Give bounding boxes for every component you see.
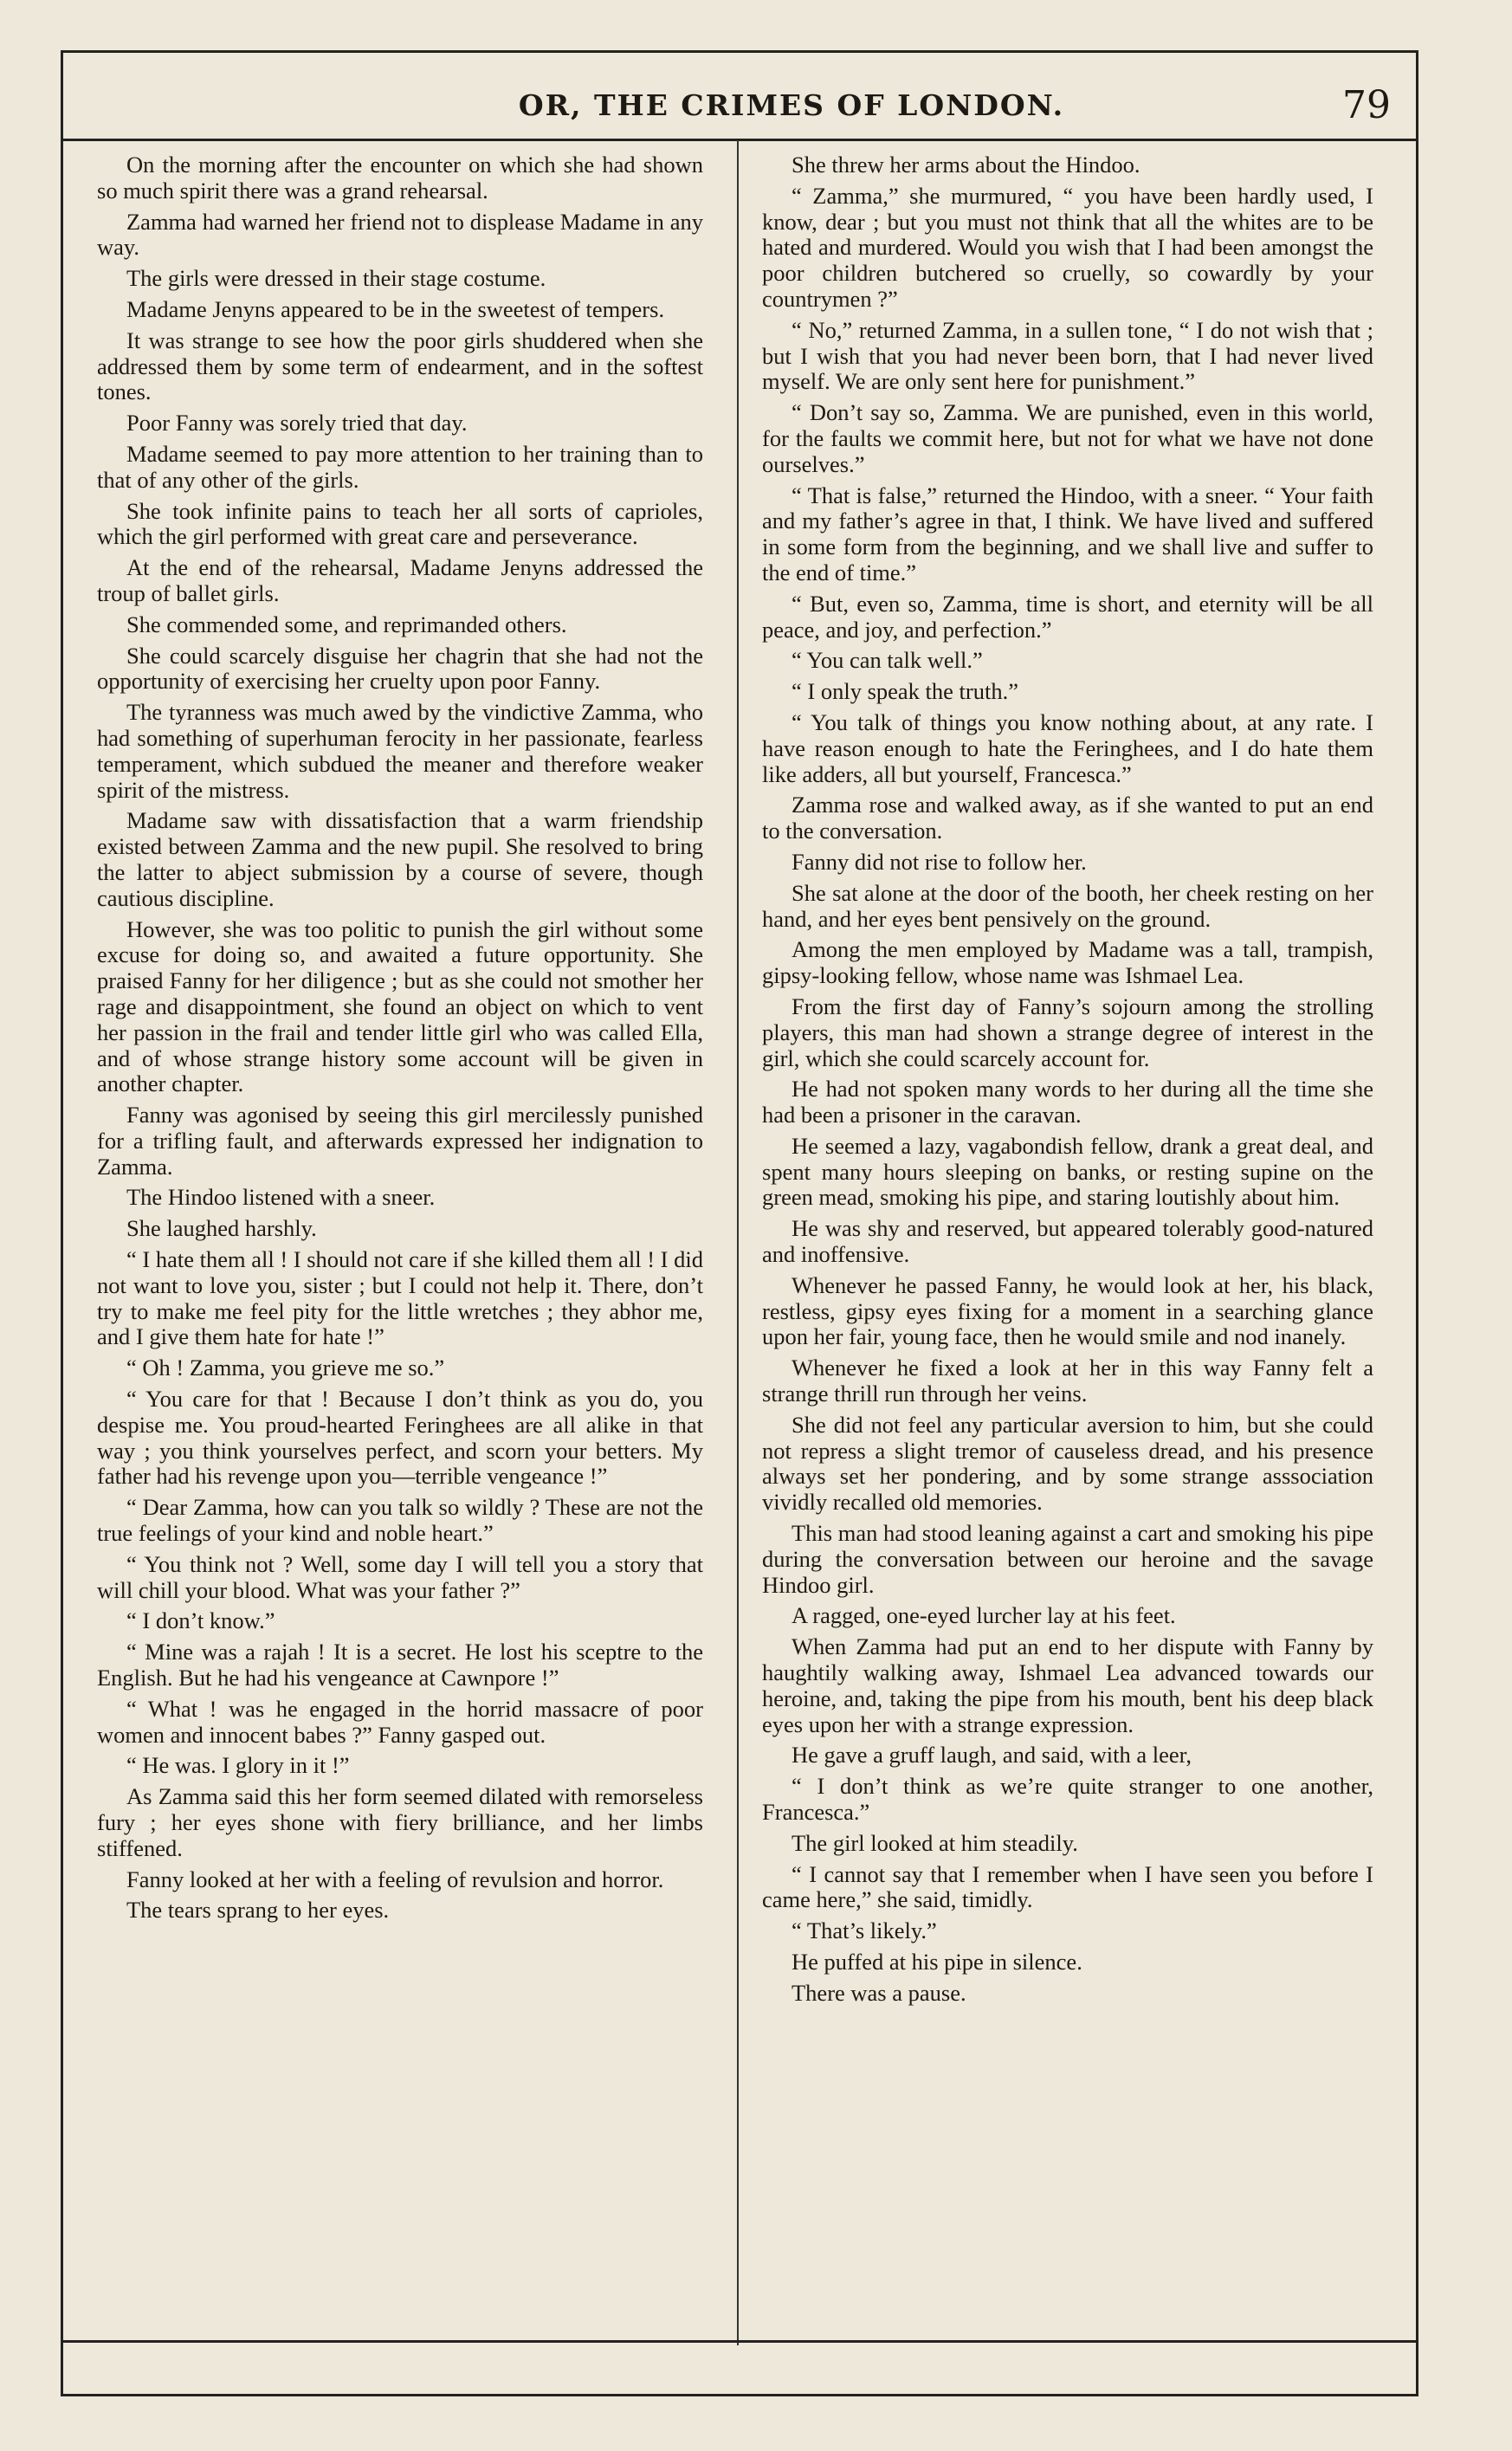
paragraph: The Hindoo listened with a sneer.: [126, 1184, 436, 1211]
paragraph: Zamma had warned her friend not to displease Madame in any way.: [97, 208, 703, 261]
paragraph: “ Oh ! Zamma, you grieve me so.”: [126, 1355, 445, 1381]
paragraph: She threw her arms about the Hindoo.: [792, 152, 1140, 178]
paragraph: “ No,” returned Zamma, in a sullen tone, “ I do not wish that ; but I wish that you had never been born, that I had never lived myself. We are only sent here for punishment.”: [762, 316, 1373, 395]
paragraph: The girls were dressed in their stage costume.: [126, 265, 546, 292]
page-header: [61, 83, 1418, 135]
bottom-rule-outer: [61, 2394, 1418, 2396]
right-column: [762, 152, 1373, 2012]
paragraph: The tyranness was much awed by the vindictive Zamma, who had something of superhuman ferocity in her passionate, fearless temperament, which subdued the meaner and therefore weaker spirit of the mistress.: [97, 699, 703, 803]
paragraph: “ You think not ? Well, some day I will tell you a story that will chill your blood. What was your father ?”: [97, 1550, 703, 1603]
paragraph: “ That’s likely.”: [792, 1917, 937, 1944]
paragraph: On the morning after the encounter on which she had shown so much spirit there was a grand rehearsal.: [97, 152, 703, 204]
paragraph: He gave a gruff laugh, and said, with a leer,: [792, 1742, 1192, 1769]
paragraph: The tears sprang to her eyes.: [126, 1897, 390, 1924]
paragraph: Madame Jenyns appeared to be in the sweetest of tempers.: [126, 295, 665, 322]
paragraph: The girl looked at him steadily.: [792, 1829, 1078, 1856]
paragraph: He seemed a lazy, vagabondish fellow, drank a great deal, and spent many hours sleeping on banks, or resting supine on the green mead, smoking his pipe, and staring loutishly about him.: [762, 1132, 1373, 1211]
paragraph: At the end of the rehearsal, Madame Jenyns addressed the troup of ballet girls.: [97, 554, 703, 606]
left-column: [97, 152, 703, 1929]
paragraph: He was shy and reserved, but appeared tolerably good-natured and inoffensive.: [762, 1215, 1373, 1268]
paragraph: She could scarcely disguise her chagrin that she had not the opportunity of exercising her cruelty upon poor Fanny.: [97, 642, 703, 695]
paragraph: He had not spoken many words to her during all the time she had been a prisoner in the caravan.: [762, 1076, 1373, 1128]
bottom-rule: [61, 2340, 1418, 2343]
paragraph: “ I only speak the truth.”: [792, 678, 1018, 705]
paragraph: There was a pause.: [792, 1979, 966, 2006]
paragraph: From the first day of Fanny’s sojourn among the strolling players, this man had shown a strange degree of interest in the girl, which she could scarcely account for.: [762, 993, 1373, 1071]
paragraph: “ But, even so, Zamma, time is short, and eternity will be all peace, and joy, and perfection.”: [762, 590, 1373, 643]
paragraph: A ragged, one-eyed lurcher lay at his feet.: [792, 1602, 1176, 1629]
paragraph: “ Mine was a rajah ! It is a secret. He lost his sceptre to the English. But he had his vengeance at Cawnpore !”: [97, 1639, 703, 1691]
paragraph: Fanny looked at her with a feeling of revulsion and horror.: [126, 1866, 664, 1892]
paragraph: “ Don’t say so, Zamma. We are punished, even in this world, for the faults we commit here, but not for what we have not done ourselves.”: [762, 399, 1373, 477]
paragraph: “ You care for that ! Because I don’t think as you do, you despise me. You proud-hearted Feringhees are all alike in that way ; you think yourselves perfect, and scorn your betters. My father had his revenge upon you—terrible vengeance !”: [97, 1386, 703, 1490]
paragraph: “ I cannot say that I remember when I have seen you before I came here,” she said, timidly.: [762, 1860, 1373, 1913]
paragraph: Poor Fanny was sorely tried that day.: [126, 410, 468, 437]
paragraph: However, she was too politic to punish the girl without some excuse for doing so, and awaited a future opportunity. She praised Fanny for her diligence ; but as she could not smother her rage and disappointment, she found an object on which to vent her passion in the frail and tender little girl who was called Ella, and of whose strange history some account will be given in another chapter.: [97, 915, 703, 1097]
running-head: OR, THE CRIMES OF LONDON.: [518, 88, 1065, 122]
paragraph: Fanny was agonised by seeing this girl mercilessly punished for a trifling fault, and afterwards expressed her indignation to Zamma.: [97, 1102, 703, 1180]
paragraph: He puffed at his pipe in silence.: [792, 1949, 1082, 1975]
paragraph: “ I hate them all ! I should not care if she killed them all ! I did not want to love you, sister ; but I could not help it. There, don’t try to make me feel pity for the little wretches ; they abhor me, and I give them hate for hate !”: [97, 1246, 703, 1350]
paragraph: Madame seemed to pay more attention to her training than to that of any other of the girls.: [97, 440, 703, 493]
paragraph: She laughed harshly.: [126, 1215, 317, 1242]
paragraph: “ Zamma,” she murmured, “ you have been hardly used, I know, dear ; but you must not think that all the whites are to be hated and murdered. Would you wish that I had been amongst the poor children butchered so cruelly, so cowardly by your countrymen ?”: [762, 182, 1373, 312]
paragraph: “ What ! was he engaged in the horrid massacre of poor women and innocent babes ?” Fanny gasped out.: [97, 1695, 703, 1748]
column-divider: [737, 140, 739, 2345]
paragraph: It was strange to see how the poor girls shuddered when she addressed them by some term of endearment, and in the softest tones.: [97, 327, 703, 405]
paragraph: “ I don’t think as we’re quite stranger to one another, Francesca.”: [762, 1773, 1373, 1826]
paragraph: Whenever he fixed a look at her in this way Fanny felt a strange thrill run through her veins.: [762, 1355, 1373, 1407]
paragraph: This man had stood leaning against a cart and smoking his pipe during the conversation between our heroine and the savage Hindoo girl.: [762, 1520, 1373, 1598]
paragraph: She sat alone at the door of the booth, her cheek resting on her hand, and her eyes bent pensively on the ground.: [762, 879, 1373, 932]
header-rule: [61, 139, 1418, 141]
top-rule: [61, 50, 1418, 53]
paragraph: She did not feel any particular aversion to him, but she could not repress a slight tremor of causeless dread, and his presence always set her pondering, and by some strange asssociation vividly recalled old memories.: [762, 1411, 1373, 1516]
paragraph: As Zamma said this her form seemed dilated with remorseless fury ; her eyes shone with fiery brilliance, and her limbs stiffened.: [97, 1783, 703, 1861]
paragraph: “ That is false,” returned the Hindoo, with a sneer. “ Your faith and my father’s agree in that, I think. We have lived and suffered in some form from the beginning, and we shall live and suffer to the end of time.”: [762, 482, 1373, 585]
paragraph: She commended some, and reprimanded others.: [126, 611, 567, 637]
paragraph: Whenever he passed Fanny, he would look at her, his black, restless, gipsy eyes fixing for a moment in a searching glance upon her fair, young face, then he would smile and nod inanely.: [762, 1271, 1373, 1350]
paragraph: Zamma rose and walked away, as if she wanted to put an end to the conversation.: [762, 792, 1373, 844]
page-number: 79: [1342, 83, 1391, 127]
paragraph: Madame saw with dissatisfaction that a warm friendship existed between Zamma and the new pupil. She resolved to bring the latter to abject submission by a course of severe, though cautious discipline.: [97, 807, 703, 911]
paragraph: “ You talk of things you know nothing about, at any rate. I have reason enough to hate the Feringhees, and I do hate them like adders, all but yourself, Francesca.”: [762, 708, 1373, 787]
paragraph: Among the men employed by Madame was a tall, trampish, gipsy-looking fellow, whose name was Ishmael Lea.: [762, 936, 1373, 989]
paragraph: “ Dear Zamma, how can you talk so wildly ? These are not the true feelings of your kind and noble heart.”: [97, 1494, 703, 1547]
paragraph: Fanny did not rise to follow her.: [792, 848, 1087, 875]
paragraph: “ He was. I glory in it !”: [126, 1752, 350, 1779]
paragraph: When Zamma had put an end to her dispute with Fanny by haughtily walking away, Ishmael Lea advanced towards our heroine, and, taking the pipe from his mouth, bent his deep black eyes upon her with a strange expression.: [762, 1633, 1373, 1737]
paragraph: “ I don’t know.”: [126, 1607, 275, 1634]
paragraph: “ You can talk well.”: [792, 647, 983, 674]
paragraph: She took infinite pains to teach her all sorts of caprioles, which the girl performed with great care and perseverance.: [97, 497, 703, 550]
